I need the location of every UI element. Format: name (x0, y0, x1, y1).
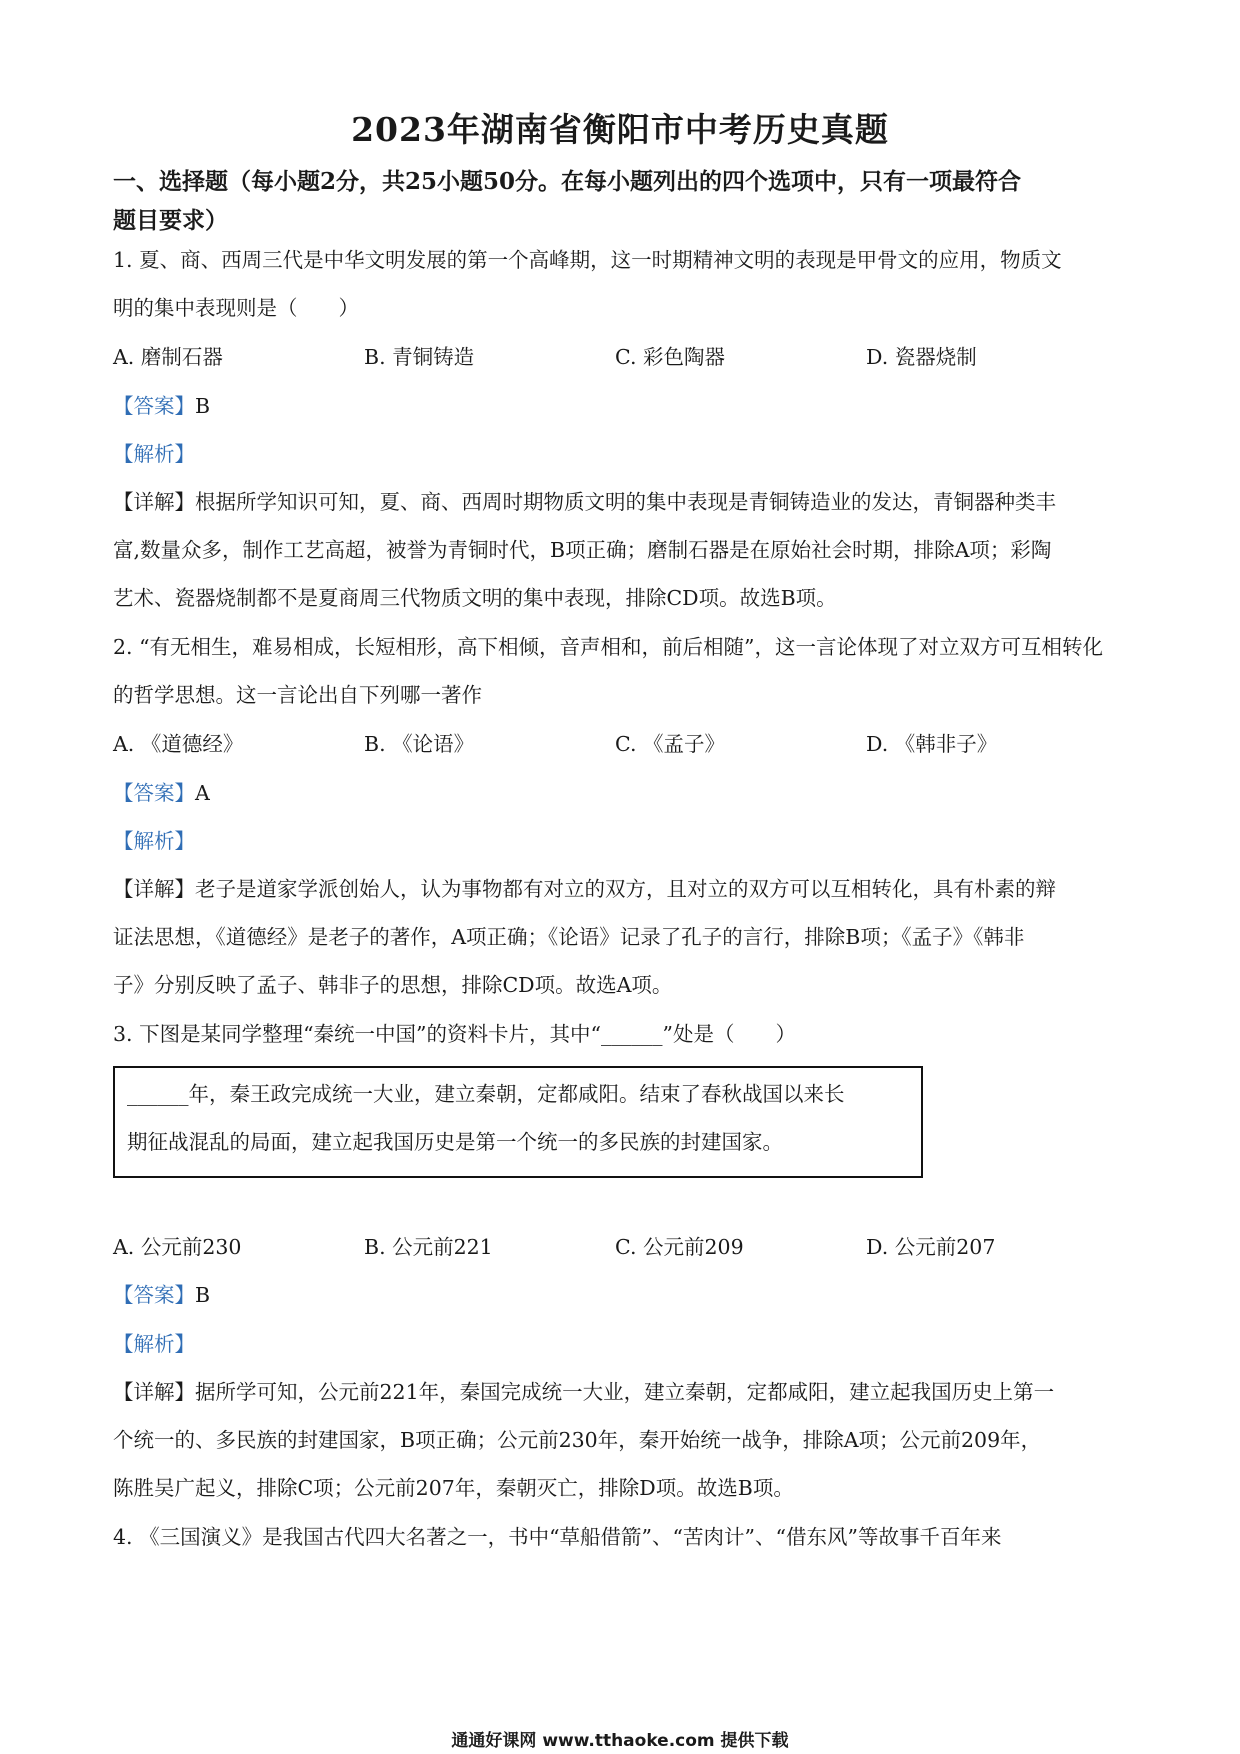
q3-detail-line-1 (113, 1378, 1133, 1406)
q2-detail-line-3: 子》分别反映了孟子、韩非子的思想，排除CD项。故选A项。 (113, 973, 673, 997)
detail-label: 【详解】 (113, 877, 195, 901)
answer-label: 【答案】 (113, 1283, 195, 1307)
section-heading (113, 162, 1133, 240)
analysis-label: 【解析】 (113, 442, 195, 466)
q2-answer (113, 779, 1133, 807)
q3-card-line-1: ______年，秦王政完成统一大业，建立秦朝，定都咸阳。结束了春秋战国以来长 (127, 1082, 845, 1106)
q1-option-c: C. 彩色陶器 (615, 345, 725, 369)
q3-info-card (113, 1066, 923, 1178)
analysis-label: 【解析】 (113, 1332, 195, 1356)
analysis-label: 【解析】 (113, 829, 195, 853)
q2-detail-text-1: 老子是道家学派创始人，认为事物都有对立的双方，且对立的双方可以互相转化，具有朴素的辩 (195, 877, 1056, 901)
answer-label: 【答案】 (113, 394, 195, 418)
page-title: 2023年湖南省衡阳市中考历史真题 (351, 110, 889, 149)
q2-option-d: D. 《韩非子》 (866, 732, 998, 756)
q2-option-a: A. 《道德经》 (113, 732, 244, 756)
q3-option-c: C. 公元前209 (615, 1235, 744, 1259)
q3-option-d: D. 公元前207 (866, 1235, 996, 1259)
answer-label: 【答案】 (113, 781, 195, 805)
q1-answer-value: B (195, 394, 211, 418)
q3-answer-value: B (195, 1283, 211, 1307)
q1-option-b: B. 青铜铸造 (364, 345, 475, 369)
q2-analysis (113, 827, 1133, 855)
q2-detail-line-2: 证法思想，《道德经》是老子的著作，A项正确；《论语》记录了孔子的言行，排除B项；《孟子》《韩非 (113, 925, 1025, 949)
detail-label: 【详解】 (113, 490, 195, 514)
q2-stem-line-2: 的哲学思想。这一言论出自下列哪一著作 (113, 683, 482, 707)
q1-analysis (113, 440, 1133, 468)
q1-option-d: D. 瓷器烧制 (866, 345, 977, 369)
q3-detail-text-1: 据所学可知，公元前221年，秦国完成统一大业，建立秦朝，定都咸阳，建立起我国历史上第一 (195, 1380, 1055, 1404)
q3-stem-line-1: 3. 下图是某同学整理“秦统一中国”的资料卡片，其中“______”处是（ ） (113, 1022, 796, 1046)
q3-detail-line-3: 陈胜吴广起义，排除C项；公元前207年，秦朝灭亡，排除D项。故选B项。 (113, 1476, 794, 1500)
q2-detail-line-1 (113, 875, 1133, 903)
q2-stem-line-1: 2. “有无相生，难易相成，长短相形，高下相倾，音声相和，前后相随”，这一言论体现了对立双方可互相转化 (113, 635, 1104, 659)
q3-option-a: A. 公元前230 (113, 1235, 242, 1259)
q3-card-line-2: 期征战混乱的局面，建立起我国历史是第一个统一的多民族的封建国家。 (127, 1130, 783, 1154)
detail-label: 【详解】 (113, 1380, 195, 1404)
section-heading-line-1: 一、选择题（每小题2分，共25小题50分。在每小题列出的四个选项中，只有一项最符合 (113, 168, 1022, 195)
q1-stem-line-2: 明的集中表现则是（ ） (113, 296, 359, 320)
page-footer: 通通好课网 www.tthaoke.com 提供下载 (451, 1731, 789, 1751)
section-heading-line-2: 题目要求） (113, 207, 228, 234)
q2-answer-value: A (195, 781, 210, 805)
q3-detail-line-2: 个统一的、多民族的封建国家，B项正确；公元前230年，秦开始统一战争，排除A项；公元前209年， (113, 1428, 1042, 1452)
q1-answer (113, 392, 1133, 420)
q1-detail-line-2: 富,数量众多，制作工艺高超，被誉为青铜时代，B项正确；磨制石器是在原始社会时期，排除A项；彩陶 (113, 538, 1052, 562)
q3-analysis (113, 1330, 1133, 1358)
q3-answer (113, 1281, 1133, 1309)
q2-option-b: B. 《论语》 (364, 732, 475, 756)
q1-detail-text-1: 根据所学知识可知，夏、商、西周时期物质文明的集中表现是青铜铸造业的发达，青铜器种类丰 (195, 490, 1056, 514)
q4-stem-line-1: 4. 《三国演义》是我国古代四大名著之一，书中“草船借箭”、“苦肉计”、“借东风”等故事千百年来 (113, 1525, 1002, 1549)
q1-detail-line-3: 艺术、瓷器烧制都不是夏商周三代物质文明的集中表现，排除CD项。故选B项。 (113, 586, 837, 610)
q1-detail-line-1 (113, 488, 1133, 516)
q2-option-c: C. 《孟子》 (615, 732, 725, 756)
q1-option-a: A. 磨制石器 (113, 345, 223, 369)
q3-option-b: B. 公元前221 (364, 1235, 493, 1259)
q1-stem-line-1: 1. 夏、商、西周三代是中华文明发展的第一个高峰期，这一时期精神文明的表现是甲骨文的应用，物质文 (113, 248, 1062, 272)
